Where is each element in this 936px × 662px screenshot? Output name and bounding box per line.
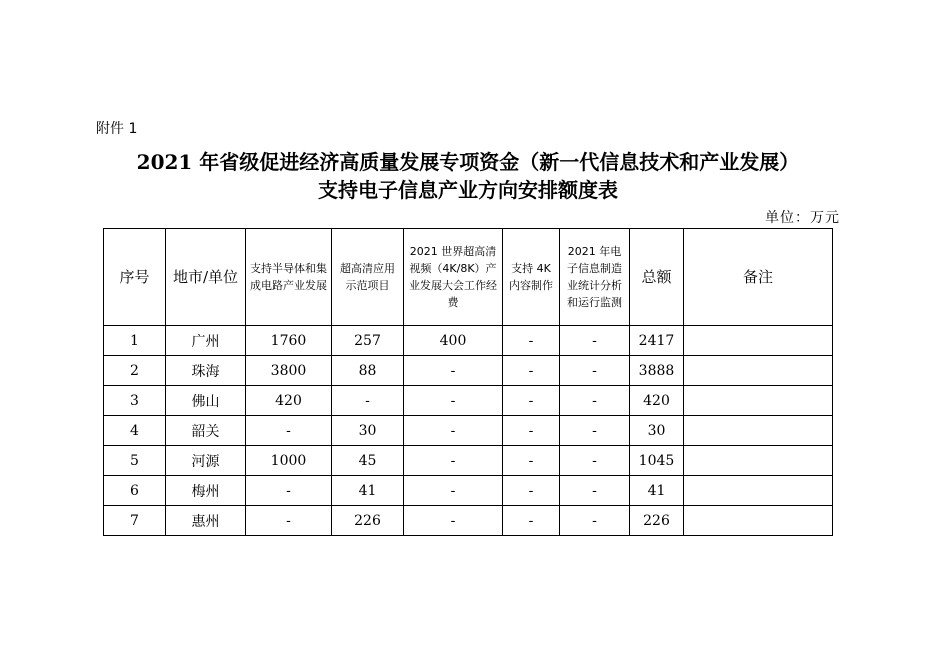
cell-city: 梅州 [166, 476, 246, 506]
table-row [104, 416, 833, 446]
cell-seq: 3 [104, 386, 166, 416]
cell-city: 韶关 [166, 416, 246, 446]
cell-semiconductor: 1760 [246, 326, 332, 356]
cell-uhd-conference: - [404, 386, 503, 416]
cell-uhd-demo: 88 [332, 356, 404, 386]
cell-total: 41 [630, 476, 684, 506]
cell-semiconductor: - [246, 506, 332, 536]
cell-uhd-demo: 41 [332, 476, 404, 506]
cell-seq: 7 [104, 506, 166, 536]
cell-remarks [684, 326, 833, 356]
table-row [104, 446, 833, 476]
cell-seq: 6 [104, 476, 166, 506]
cell-city: 河源 [166, 446, 246, 476]
cell-uhd-conference: - [404, 416, 503, 446]
cell-semiconductor: 420 [246, 386, 332, 416]
cell-semiconductor: - [246, 476, 332, 506]
cell-total: 2417 [630, 326, 684, 356]
cell-semiconductor: 3800 [246, 356, 332, 386]
cell-4k-content: - [503, 356, 560, 386]
table-row [104, 356, 833, 386]
cell-statistics: - [560, 326, 630, 356]
cell-semiconductor: - [246, 416, 332, 446]
cell-remarks [684, 386, 833, 416]
cell-4k-content: - [503, 446, 560, 476]
cell-statistics: - [560, 386, 630, 416]
cell-seq: 2 [104, 356, 166, 386]
table-row [104, 326, 833, 356]
cell-uhd-demo: 30 [332, 416, 404, 446]
header-cell-uhd-conference: 2021 世界超高清视频（4K/8K）产业发展大会工作经费 [404, 229, 503, 326]
cell-uhd-demo: 257 [332, 326, 404, 356]
cell-seq: 5 [104, 446, 166, 476]
cell-remarks [684, 506, 833, 536]
cell-remarks [684, 446, 833, 476]
cell-remarks [684, 476, 833, 506]
annex-label: 附件 1 [96, 121, 138, 137]
header-cell-uhd-demo: 超高清应用示范项目 [332, 229, 404, 326]
cell-statistics: - [560, 506, 630, 536]
cell-statistics: - [560, 446, 630, 476]
cell-uhd-demo: 45 [332, 446, 404, 476]
allocation-table [103, 228, 833, 536]
header-cell-city: 地市/单位 [166, 229, 246, 326]
cell-4k-content: - [503, 326, 560, 356]
cell-total: 226 [630, 506, 684, 536]
table-row [104, 506, 833, 536]
cell-total: 30 [630, 416, 684, 446]
cell-4k-content: - [503, 476, 560, 506]
cell-total: 3888 [630, 356, 684, 386]
cell-uhd-demo: 226 [332, 506, 404, 536]
cell-uhd-demo: - [332, 386, 404, 416]
cell-total: 420 [630, 386, 684, 416]
cell-4k-content: - [503, 386, 560, 416]
cell-city: 佛山 [166, 386, 246, 416]
cell-semiconductor: 1000 [246, 446, 332, 476]
cell-4k-content: - [503, 506, 560, 536]
cell-seq: 1 [104, 326, 166, 356]
header-cell-seq: 序号 [104, 229, 166, 326]
unit-label: 单位：万元 [765, 210, 840, 226]
cell-uhd-conference: - [404, 446, 503, 476]
cell-remarks [684, 416, 833, 446]
document-title-line1: 2021 年省级促进经济高质量发展专项资金（新一代信息技术和产业发展） [136, 150, 800, 174]
cell-city: 惠州 [166, 506, 246, 536]
header-cell-semiconductor: 支持半导体和集成电路产业发展 [246, 229, 332, 326]
header-cell-total: 总额 [630, 229, 684, 326]
cell-uhd-conference: - [404, 476, 503, 506]
cell-4k-content: - [503, 416, 560, 446]
cell-uhd-conference: - [404, 356, 503, 386]
document-title-line2: 支持电子信息产业方向安排额度表 [318, 178, 618, 202]
header-cell-remarks: 备注 [684, 229, 833, 326]
header-cell-statistics: 2021 年电子信息制造业统计分析和运行监测 [560, 229, 630, 326]
cell-remarks [684, 356, 833, 386]
cell-city: 珠海 [166, 356, 246, 386]
cell-statistics: - [560, 416, 630, 446]
table-row [104, 386, 833, 416]
cell-city: 广州 [166, 326, 246, 356]
cell-seq: 4 [104, 416, 166, 446]
table-body [104, 326, 833, 536]
header-cell-4k-content: 支持 4K 内容制作 [503, 229, 560, 326]
cell-total: 1045 [630, 446, 684, 476]
cell-uhd-conference: 400 [404, 326, 503, 356]
table-row [104, 476, 833, 506]
table-header-row [104, 229, 833, 326]
cell-statistics: - [560, 476, 630, 506]
cell-uhd-conference: - [404, 506, 503, 536]
cell-statistics: - [560, 356, 630, 386]
